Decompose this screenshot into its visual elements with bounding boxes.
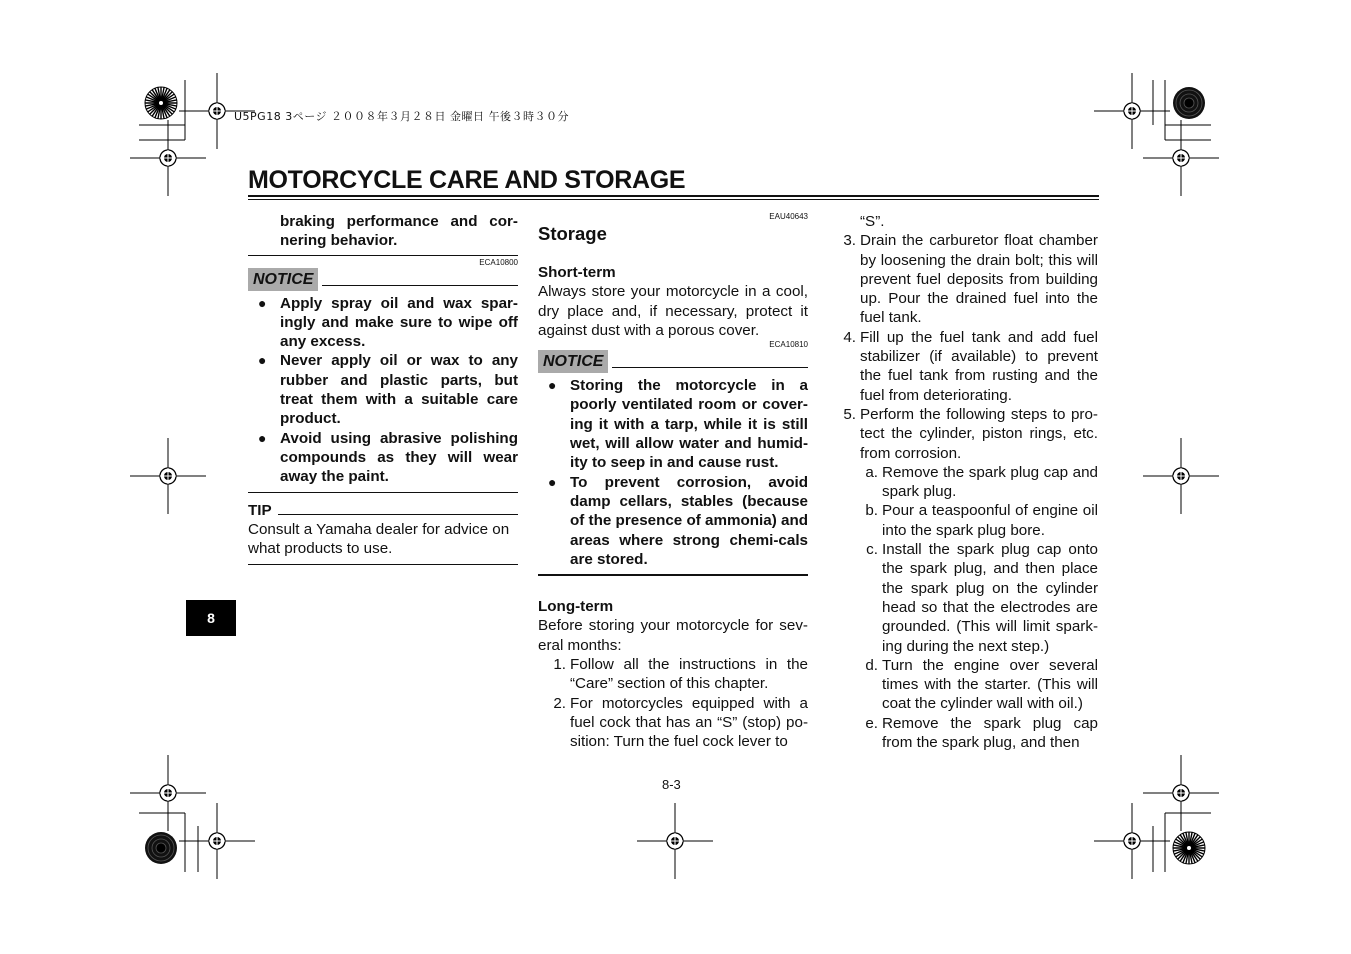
notice-label: NOTICE bbox=[248, 268, 318, 291]
notice-header bbox=[248, 268, 518, 291]
continued-text: “S”. bbox=[860, 213, 885, 230]
ref-code: ECA10800 bbox=[479, 257, 518, 267]
substep-item: d. Turn the engine over several times with the starter. (This will coat the cylinder wall with oil.) bbox=[865, 656, 1098, 713]
ref-code: EAU40643 bbox=[769, 212, 808, 221]
substep-item: e. Remove the spark plug cap from the spark plug, and then bbox=[865, 714, 1098, 752]
substep-item: b. Pour a teaspoonful of engine oil into the spark plug bore. bbox=[865, 502, 1098, 539]
substep-item: c. Install the spark plug cap onto the spark plug, and then place the spark plug on the cylinder head so that the electrodes are grounded. (This will limit spark-ing during the next step.) bbox=[866, 541, 1098, 655]
notice-bullet: ● Never apply oil or wax to any rubber and plastic parts, but treat them with a suitable care product. bbox=[258, 352, 518, 428]
title-rule bbox=[248, 195, 1099, 197]
step-item: 1. Follow all the instructions in the “Care” section of this chapter. bbox=[553, 656, 808, 693]
step-item: 3. Drain the carburetor float chamber by loosening the drain bolt; this will prevent fuel deposits from building up. Pour the drained fuel into the fuel tank. bbox=[843, 232, 1098, 327]
notice-bullet: ● Apply spray oil and wax spar-ingly and make sure to wipe off any excess. bbox=[258, 294, 518, 351]
tip-text: Consult a Yamaha dealer for advice on what products to use. bbox=[248, 520, 510, 558]
storage-heading: Storage bbox=[538, 223, 607, 244]
short-term-text: Always store your motorcycle in a cool, dry place and, if necessary, protect it against dust with a porous cover. bbox=[538, 283, 808, 339]
notice-header bbox=[538, 350, 808, 373]
long-term-heading: Long-term bbox=[538, 598, 614, 616]
chapter-tab: 8 bbox=[186, 600, 236, 636]
step-item: 4. Fill up the fuel tank and add fuel stabilizer (if available) to prevent the fuel tank from rusting and the fuel from deteriorating. bbox=[843, 328, 1098, 404]
intro-text: braking performance and cor-nering behavior. bbox=[280, 213, 518, 250]
title-rule-thin bbox=[248, 199, 1099, 200]
print-header: U5PG18 3ページ ２００８年３月２８日 金曜日 午後３時３０分 bbox=[234, 110, 569, 123]
tip-label: TIP bbox=[248, 501, 272, 519]
divider bbox=[248, 492, 518, 493]
step-item: 2. For motorcycles equipped with a fuel cock that has an “S” (stop) po-sition: Turn the fuel cock lever to bbox=[553, 694, 808, 751]
notice-bullet: ● Avoid using abrasive polishing compounds as they will wear away the paint. bbox=[258, 429, 518, 486]
column-1 bbox=[248, 212, 518, 565]
step-item: 5. Perform the following steps to pro-tect the cylinder, piston rings, etc. from corrosion. bbox=[843, 405, 1098, 462]
notice-bullet: ● To prevent corrosion, avoid damp cellars, stables (because of the presence of ammonia) and areas where strong chemi-cals are stored. bbox=[548, 473, 808, 568]
divider bbox=[248, 564, 518, 565]
divider bbox=[538, 574, 808, 576]
page-number: 8-3 bbox=[662, 777, 681, 792]
notice-label: NOTICE bbox=[538, 350, 608, 373]
long-term-text: Before storing your motorcycle for sev-eral months: bbox=[538, 617, 808, 654]
short-term-heading: Short-term bbox=[538, 264, 616, 281]
column-3 bbox=[838, 212, 1098, 752]
notice-bullet: ● Storing the motorcycle in a poorly ventilated room or cover-ing it with a tarp, while it is still wet, will allow water and humid-ity to seep in and cause rust. bbox=[548, 377, 808, 472]
ref-code: ECA10810 bbox=[769, 340, 808, 350]
page-title: MOTORCYCLE CARE AND STORAGE bbox=[248, 166, 686, 194]
column-2 bbox=[538, 212, 808, 752]
tip-header bbox=[248, 501, 518, 520]
divider bbox=[248, 255, 518, 256]
substep-item: a. Remove the spark plug cap and spark plug. bbox=[865, 463, 1098, 501]
